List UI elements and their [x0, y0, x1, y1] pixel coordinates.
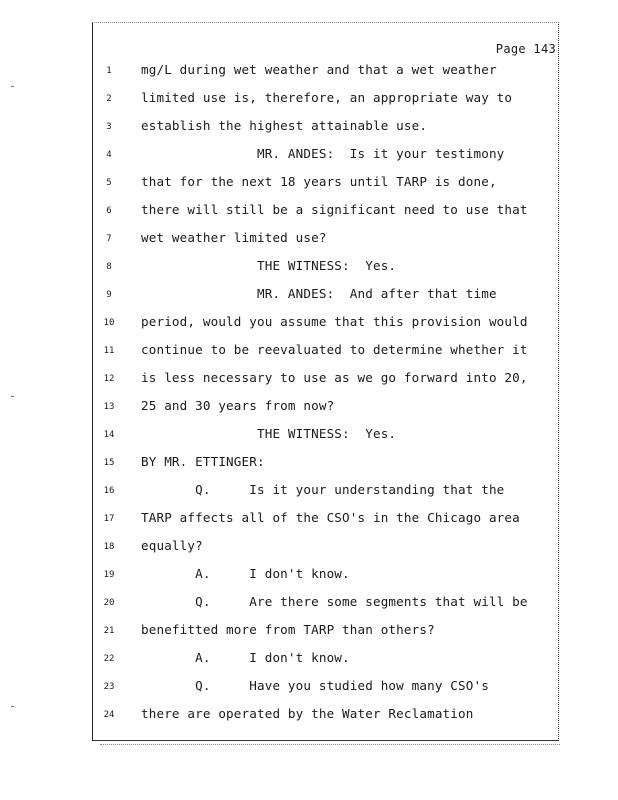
transcript-line	[0, 398, 618, 418]
line-text: mg/L during wet weather and that a wet weather	[141, 62, 497, 77]
line-number: 15	[103, 458, 115, 468]
line-number: 10	[103, 318, 115, 328]
line-number: 20	[103, 598, 115, 608]
line-text: A. I don't know.	[141, 566, 350, 581]
line-number: 5	[106, 178, 112, 188]
transcript-line	[0, 650, 618, 670]
line-text: THE WITNESS: Yes.	[141, 426, 397, 441]
line-number: 9	[106, 290, 112, 300]
transcript-line	[0, 230, 618, 250]
line-text: 25 and 30 years from now?	[141, 398, 335, 413]
line-text: wet weather limited use?	[141, 230, 327, 245]
transcript-line	[0, 510, 618, 530]
line-text: there are operated by the Water Reclamation	[141, 706, 474, 721]
line-text: A. I don't know.	[141, 650, 350, 665]
line-text: MR. ANDES: Is it your testimony	[141, 146, 505, 161]
line-number: 8	[106, 262, 112, 272]
transcript-line	[0, 370, 618, 390]
line-text: MR. ANDES: And after that time	[141, 286, 497, 301]
line-number: 4	[106, 150, 112, 160]
line-number: 14	[103, 430, 115, 440]
line-number: 11	[103, 346, 115, 356]
line-text: period, would you assume that this provision would	[141, 314, 528, 329]
transcript-line	[0, 482, 618, 502]
line-number: 22	[103, 654, 115, 664]
margin-mark	[11, 706, 14, 707]
transcript-line	[0, 314, 618, 334]
line-text: that for the next 18 years until TARP is done,	[141, 174, 497, 189]
line-text: Q. Are there some segments that will be	[141, 594, 528, 609]
transcript-line	[0, 426, 618, 446]
line-number: 3	[106, 122, 112, 132]
transcript-line	[0, 62, 618, 82]
line-number: 21	[103, 626, 115, 636]
transcript-line	[0, 342, 618, 362]
line-number: 23	[103, 682, 115, 692]
page-number: Page 143	[495, 42, 556, 56]
line-number: 1	[106, 66, 112, 76]
transcript-line	[0, 174, 618, 194]
transcript-line	[0, 258, 618, 278]
line-text: there will still be a significant need to use that	[141, 202, 528, 217]
transcript-line	[0, 202, 618, 222]
transcript-line	[0, 538, 618, 558]
line-number: 16	[103, 486, 115, 496]
margin-mark	[11, 86, 14, 87]
transcript-line	[0, 286, 618, 306]
line-number: 2	[106, 94, 112, 104]
transcript-line	[0, 146, 618, 166]
line-text: establish the highest attainable use.	[141, 118, 428, 133]
transcript-line	[0, 622, 618, 642]
line-text: is less necessary to use as we go forward into 20,	[141, 370, 528, 385]
line-text: BY MR. ETTINGER:	[141, 454, 265, 469]
line-number: 24	[103, 710, 115, 720]
line-number: 17	[103, 514, 115, 524]
transcript-line	[0, 678, 618, 698]
line-text: THE WITNESS: Yes.	[141, 258, 397, 273]
transcript-line	[0, 594, 618, 614]
line-number: 13	[103, 402, 115, 412]
line-number: 7	[106, 234, 112, 244]
line-text: Q. Have you studied how many CSO's	[141, 678, 489, 693]
transcript-line	[0, 118, 618, 138]
transcript-line	[0, 566, 618, 586]
line-text: limited use is, therefore, an appropriate way to	[141, 90, 513, 105]
line-number: 12	[103, 374, 115, 384]
line-text: Q. Is it your understanding that the	[141, 482, 505, 497]
line-text: equally?	[141, 538, 203, 553]
transcript-line	[0, 454, 618, 474]
line-text: benefitted more from TARP than others?	[141, 622, 435, 637]
line-number: 18	[103, 542, 115, 552]
line-number: 19	[103, 570, 115, 580]
page-bottom-edge	[100, 744, 560, 745]
margin-mark	[11, 396, 14, 397]
line-text: TARP affects all of the CSO's in the Chicago area	[141, 510, 520, 525]
transcript-line	[0, 90, 618, 110]
line-text: continue to be reevaluated to determine whether it	[141, 342, 528, 357]
transcript-line	[0, 706, 618, 726]
line-number: 6	[106, 206, 112, 216]
